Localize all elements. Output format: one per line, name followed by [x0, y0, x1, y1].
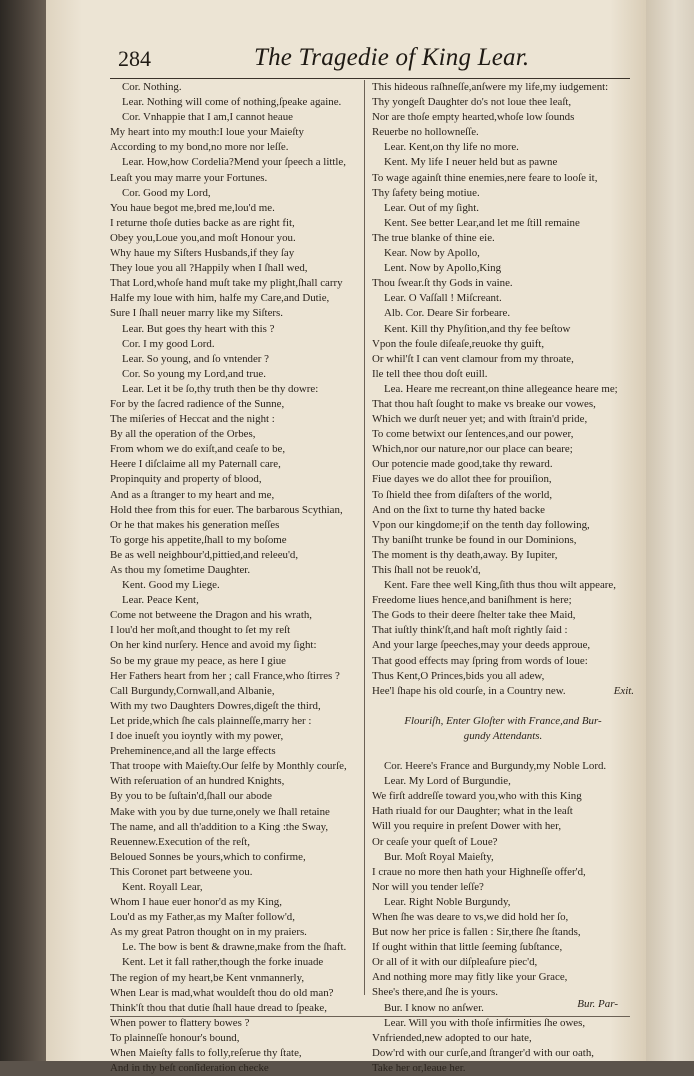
verse-line: Lear. Peace Kent, — [122, 594, 199, 607]
verse-line: Thus Kent,O Princes,bids you all adew, — [372, 669, 545, 682]
verse-line: Reuennew.Execution of the reſt, — [110, 835, 250, 848]
verse-line: Lear. So young, and ſo vntender ? — [122, 352, 269, 365]
verse-line: As thou my ſometime Daughter. — [110, 564, 251, 576]
verse-line: Hath riuald for our Daughter; what in the leaſt — [372, 805, 573, 818]
verse-line: Lear. Kent,on thy life no more. — [384, 141, 519, 154]
verse-line: This ſhall not be reuok'd, — [372, 564, 481, 576]
verse-line: When power to flattery bowes ? — [110, 1016, 250, 1029]
verse-line: That iuſtly think'ſt,and haſt moſt rightly ſaid : — [372, 624, 568, 637]
verse-line: The moment is thy death,away. By Iupiter, — [372, 548, 558, 561]
verse-line: When ſhe was deare to vs,we did hold her ſo, — [372, 910, 569, 923]
verse-line: The Gods to their deere ſhelter take thee Maid, — [372, 609, 576, 622]
verse-line: To gorge his appetite,ſhall to my boſome — [110, 533, 287, 546]
verse-line: Let pride,which ſhe cals plainneſſe,marry her : — [110, 714, 312, 727]
page-footer — [110, 998, 630, 1018]
verse-line: But now her price is fallen : Sir,there ſhe ſtands, — [372, 926, 581, 939]
verse-line: Hee'l ſhape his old courſe, in a Country new. Exit. — [372, 684, 634, 699]
verse-line: Cor. Heere's France and Burgundy,my Noble Lord. — [384, 760, 607, 773]
verse-line: Thy yongeſt Daughter do's not loue thee leaſt, — [372, 96, 572, 109]
verse-line: I returne thoſe duties backe as are right fit, — [110, 216, 295, 229]
verse-line: With my two Daughters Dowres,digeſt the third, — [110, 699, 321, 712]
verse-line: Cor. I my good Lord. — [122, 337, 215, 350]
verse-line: Kent. See better Lear,and let me ſtill remaine — [384, 216, 580, 229]
verse-line: Lear. How,how Cordelia?Mend your ſpeech a little, — [122, 156, 346, 169]
verse-line: We firſt addreſſe toward you,who with this King — [372, 790, 582, 803]
verse-line: Preheminence,and all the large effects — [110, 745, 276, 758]
page-header — [64, 44, 624, 78]
stage-direction: Flouriſh, Enter Gloſter with France,and Bur- — [404, 714, 602, 727]
verse-line: When Lear is mad,what wouldeſt thou do old man? — [110, 986, 334, 999]
verse-line: And nothing more may fitly like your Grace, — [372, 971, 568, 984]
verse-line: That troope with Maieſty.Our ſelfe by Monthly courſe, — [110, 760, 347, 773]
verse-line: That thou haſt ſought to make vs breake our vowes, — [372, 397, 596, 410]
verse-line: Cor. So young my Lord,and true. — [122, 367, 266, 380]
verse-line: Or ceaſe your queſt of Loue? — [372, 835, 498, 848]
stage-direction: gundy Attendants. — [463, 729, 543, 742]
page-number: 284 — [118, 46, 151, 71]
text-column-left — [110, 80, 360, 1075]
verse-line: And on the ſixt to turne thy hated backe — [372, 503, 545, 516]
verse-line: Kent. Fare thee well King,ſith thus thou wilt appeare, — [384, 579, 616, 592]
verse-line: Or all of it with our diſpleaſure piec'd, — [372, 956, 538, 969]
verse-line: According to my bond,no more nor leſſe. — [110, 141, 289, 154]
verse-line: And your large ſpeeches,may your deeds approue, — [372, 639, 591, 652]
verse-line: Vnfriended,new adopted to our hate, — [372, 1031, 532, 1044]
verse-line: I doe inueſt you ioyntly with my power, — [110, 730, 284, 743]
verse-line: They loue you all ?Happily when I ſhall wed, — [110, 262, 308, 275]
verse-line: And as a ſtranger to my heart and me, — [110, 488, 275, 501]
verse-line: Cor. Good my Lord, — [122, 186, 211, 199]
verse-line: That good effects may ſpring from words of loue: — [372, 654, 588, 667]
verse-line: Come not betweene the Dragon and his wrath, — [110, 609, 313, 622]
verse-line: Lear. O Vaſſall ! Miſcreant. — [384, 292, 502, 305]
column-divider — [364, 80, 365, 995]
verse-line: From whom we do exiſt,and ceaſe to be, — [110, 443, 286, 456]
verse-line: To ſhield thee from diſaſters of the world, — [372, 488, 553, 501]
verse-line: Kent. Royall Lear, — [122, 880, 203, 893]
verse-line: Alb. Cor. Deare Sir forbeare. — [384, 307, 511, 320]
verse-line: Lear. Let it be ſo,thy truth then be thy dowre: — [122, 382, 319, 395]
verse-line: Obey you,Loue you,and moſt Honour you. — [110, 231, 296, 244]
verse-line: Lear. Will you with thoſe infirmities ſhe owes, — [384, 1016, 586, 1029]
book-gutter — [0, 0, 46, 1061]
verse-line: Lear. Out of my ſight. — [384, 201, 479, 214]
header-rule — [110, 78, 630, 79]
verse-line: Her Fathers heart from her ; call France,who ſtirres ? — [110, 669, 340, 682]
verse-line: That Lord,whoſe hand muſt take my plight,ſhall carry — [110, 277, 343, 290]
exit-direction: Exit. — [613, 684, 634, 697]
verse-line: Think'ſt thou that dutie ſhall haue dread to ſpeake, — [110, 1001, 327, 1014]
verse-line: This Coronet part betweene you. — [110, 865, 253, 878]
verse-line: With reſeruation of an hundred Knights, — [110, 775, 285, 788]
spacer — [372, 744, 634, 759]
verse-line: Nor are thoſe empty hearted,whoſe low ſounds — [372, 111, 575, 124]
verse-line: By you to be ſuſtain'd,ſhall our abode — [110, 790, 272, 803]
verse-line: Which,nor our nature,nor our place can beare; — [372, 443, 573, 456]
verse-line: Hold thee from this for euer. The barbarous Scythian, — [110, 503, 343, 516]
verse-line: Ile tell thee thou doſt euill. — [372, 367, 488, 380]
verse-line: I craue no more then hath your Highneſſe offer'd, — [372, 865, 586, 878]
verse-line: Lear. Nothing will come of nothing,ſpeake againe. — [122, 96, 342, 109]
verse-line: Whom I haue euer honor'd as my King, — [110, 896, 282, 909]
verse-line: Kent. Good my Liege. — [122, 579, 220, 592]
verse-line: Beloued Sonnes be yours,which to confirme, — [110, 850, 306, 863]
verse-line: Thou ſwear.ſt thy Gods in vaine. — [372, 277, 513, 290]
verse-line: Halfe my loue with him, halfe my Care,and Dutie, — [110, 292, 330, 305]
running-title: The Tragedie of King Lear. — [254, 44, 530, 71]
verse-line: Lent. Now by Apollo,King — [384, 262, 502, 275]
verse-line: My heart into my mouth:I loue your Maieſty — [110, 126, 304, 139]
verse-line: The region of my heart,be Kent vnmannerly, — [110, 971, 305, 984]
verse-line: Call Burgundy,Cornwall,and Albanie, — [110, 684, 275, 697]
verse-line: Freedome liues hence,and baniſhment is here; — [372, 594, 572, 607]
verse-line: Kent. My life I neuer held but as pawne — [384, 156, 558, 169]
verse-line: Cor. Vnhappie that I am,I cannot heaue — [122, 111, 293, 124]
verse-line: And in thy beſt conſideration checke — [110, 1062, 269, 1075]
verse-line: The name, and all th'addition to a King :the Sway, — [110, 820, 329, 833]
verse-line: So be my graue my peace, as here I giue — [110, 654, 286, 667]
verse-line: Which we durſt neuer yet; and with ſtrain'd pride, — [372, 413, 588, 426]
verse-line: The miſeries of Heccat and the night : — [110, 413, 275, 426]
verse-line: Kear. Now by Apollo, — [384, 247, 480, 260]
verse-line: Vpon our kingdome;if on the tenth day following, — [372, 518, 590, 531]
verse-line: Thy baniſht trunke be found in our Dominions, — [372, 533, 577, 546]
verse-line: Reuerbe no hollowneſſe. — [372, 126, 479, 139]
verse-line: Or he that makes his generation meſſes — [110, 518, 280, 531]
verse-line: Lear. But goes thy heart with this ? — [122, 322, 275, 335]
verse-line: Be as well neighbour'd,pittied,and releeu'd, — [110, 548, 299, 561]
verse-line: Bur. Moſt Royal Maieſty, — [384, 850, 494, 863]
verse-line: For by the ſacred radience of the Sunne, — [110, 397, 285, 410]
verse-line: Shee's there,and ſhe is yours. — [372, 986, 498, 999]
footer-rule — [110, 1016, 630, 1017]
verse-line: Propinquity and property of blood, — [110, 473, 262, 486]
facing-page-edge — [646, 0, 694, 1061]
verse-line: Lear. Right Noble Burgundy, — [384, 895, 511, 908]
verse-line: Lear. My Lord of Burgundie, — [384, 775, 511, 788]
verse-line: You haue begot me,bred me,lou'd me. — [110, 201, 275, 214]
verse-line: To come betwixt our ſentences,and our power, — [372, 428, 574, 441]
verse-line: The true blanke of thine eie. — [372, 231, 495, 244]
verse-line: Le. The bow is bent & drawne,make from the ſhaft. — [122, 941, 347, 954]
verse-line: Vpon the foule diſeaſe,reuoke thy guift, — [372, 337, 545, 350]
verse-line: To plainneſſe honour's bound, — [110, 1031, 240, 1044]
verse-line: On her kind nurſery. Hence and avoid my ſight: — [110, 639, 317, 652]
verse-line: Leaſt you may marre your Fortunes. — [110, 171, 268, 184]
verse-line: This hideous raſhneſſe,anſwere my life,my iudgement: — [372, 81, 609, 93]
verse-line: Take her or,leaue her. — [372, 1061, 466, 1074]
verse-line: If ought within that little ſeeming ſubſtance, — [372, 941, 563, 954]
verse-line: Why haue my Siſters Husbands,if they ſay — [110, 247, 295, 260]
verse-line: Fiue dayes we do allot thee for prouiſion, — [372, 473, 552, 486]
verse-line: To wage againſt thine enemies,nere feare to looſe it, — [372, 171, 598, 184]
verse-line: Our potencie made good,take thy reward. — [372, 458, 553, 471]
verse-line: I lou'd her moſt,and thought to ſet my reſt — [110, 624, 291, 637]
catchword: Bur. Par- — [577, 998, 618, 1010]
verse-line: Kent. Kill thy Phyſition,and thy fee beſtow — [384, 322, 571, 335]
verse-line: Lou'd as my Father,as my Maſter follow'd, — [110, 911, 295, 924]
verse-line: Or whil'ſt I can vent clamour from my throate, — [372, 352, 574, 365]
verse-line: Dow'rd with our curſe,and ſtranger'd with our oath, — [372, 1046, 594, 1059]
verse-line: Thy ſafety being motiue. — [372, 186, 480, 199]
verse-line: Nor will you tender leſſe? — [372, 880, 484, 893]
verse-line: Bur. I know no anſwer. — [384, 1001, 484, 1014]
verse-line: By all the operation of the Orbes, — [110, 428, 256, 441]
verse-line: Kent. Let it fall rather,though the forke inuade — [122, 956, 324, 969]
verse-line: When Maieſty falls to folly,reſerue thy ſtate, — [110, 1047, 302, 1059]
verse-line: Lea. Heare me recreant,on thine allegeance heare me; — [384, 382, 618, 395]
verse-line: Heere I diſclaime all my Paternall care, — [110, 458, 281, 471]
verse-line: Will you require in preſent Dower with her, — [372, 820, 562, 833]
verse-line: As my great Patron thought on in my praiers. — [110, 926, 307, 939]
verse-line: Make with you by due turne,onely we ſhall retaine — [110, 805, 330, 818]
verse-line: Cor. Nothing. — [122, 81, 182, 93]
verse-line: Sure I ſhall neuer marry like my Siſters. — [110, 307, 283, 320]
spacer — [372, 699, 634, 714]
